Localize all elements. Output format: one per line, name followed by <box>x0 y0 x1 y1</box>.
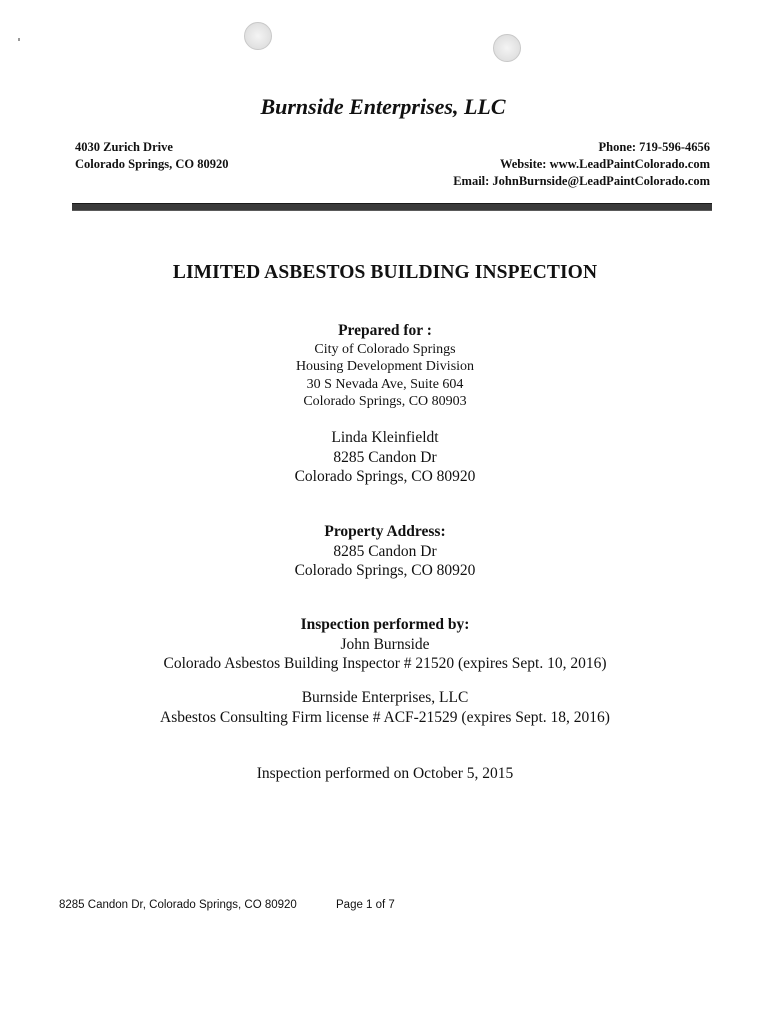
footer-address: 8285 Candon Dr, Colorado Springs, CO 80920 <box>59 899 297 911</box>
company-address <box>75 139 229 173</box>
website-text: Website: www.LeadPaintColorado.com <box>499 157 710 171</box>
address-line: Colorado Springs, CO 80920 <box>75 157 229 171</box>
company-name-text: Burnside Enterprises, LLC <box>260 94 506 119</box>
inspection-date: Inspection performed on October 5, 2015 <box>256 765 514 782</box>
company-contact <box>453 139 710 190</box>
company-name <box>0 94 770 120</box>
prepared-for-line: 30 S Nevada Ave, Suite 604 <box>306 376 464 392</box>
prepared-for-heading: Prepared for : <box>338 322 432 339</box>
firm-line: Asbestos Consulting Firm license # ACF-21529 (expires Sept. 18, 2016) <box>160 708 610 726</box>
client-line: Linda Kleinfieldt <box>331 429 439 446</box>
client-block <box>0 428 770 487</box>
address-line: 4030 Zurich Drive <box>75 140 173 154</box>
firm-block <box>0 688 770 727</box>
phone-text: Phone: 719-596-4656 <box>598 140 710 154</box>
inspection-date-block <box>0 764 770 784</box>
firm-line: Burnside Enterprises, LLC <box>301 689 469 706</box>
binder-hole <box>244 22 272 50</box>
page-number: Page 1 of 7 <box>336 899 395 911</box>
scan-speck <box>18 38 22 42</box>
client-line: 8285 Candon Dr <box>333 448 437 466</box>
inspector-line: Colorado Asbestos Building Inspector # 21520 (expires Sept. 10, 2016) <box>163 655 607 672</box>
inspector-heading: Inspection performed by: <box>300 616 470 633</box>
property-address-block <box>0 522 770 581</box>
binder-hole <box>493 34 521 62</box>
inspector-line: John Burnside <box>340 635 430 653</box>
report-title: LIMITED ASBESTOS BUILDING INSPECTION <box>172 262 598 283</box>
prepared-for-line: City of Colorado Springs <box>314 341 456 357</box>
page-footer <box>59 899 395 911</box>
property-address-heading: Property Address: <box>324 523 446 540</box>
property-address-line: 8285 Candon Dr <box>333 542 437 560</box>
inspector-block <box>0 615 770 674</box>
prepared-for-block <box>0 321 770 411</box>
prepared-for-line: Colorado Springs, CO 80903 <box>303 394 467 409</box>
prepared-for-line: Housing Development Division <box>295 359 475 374</box>
email-text: Email: JohnBurnside@LeadPaintColorado.com <box>453 174 710 188</box>
client-line: Colorado Springs, CO 80920 <box>294 468 476 485</box>
property-address-line: Colorado Springs, CO 80920 <box>294 562 476 579</box>
letterhead-divider <box>72 203 712 211</box>
